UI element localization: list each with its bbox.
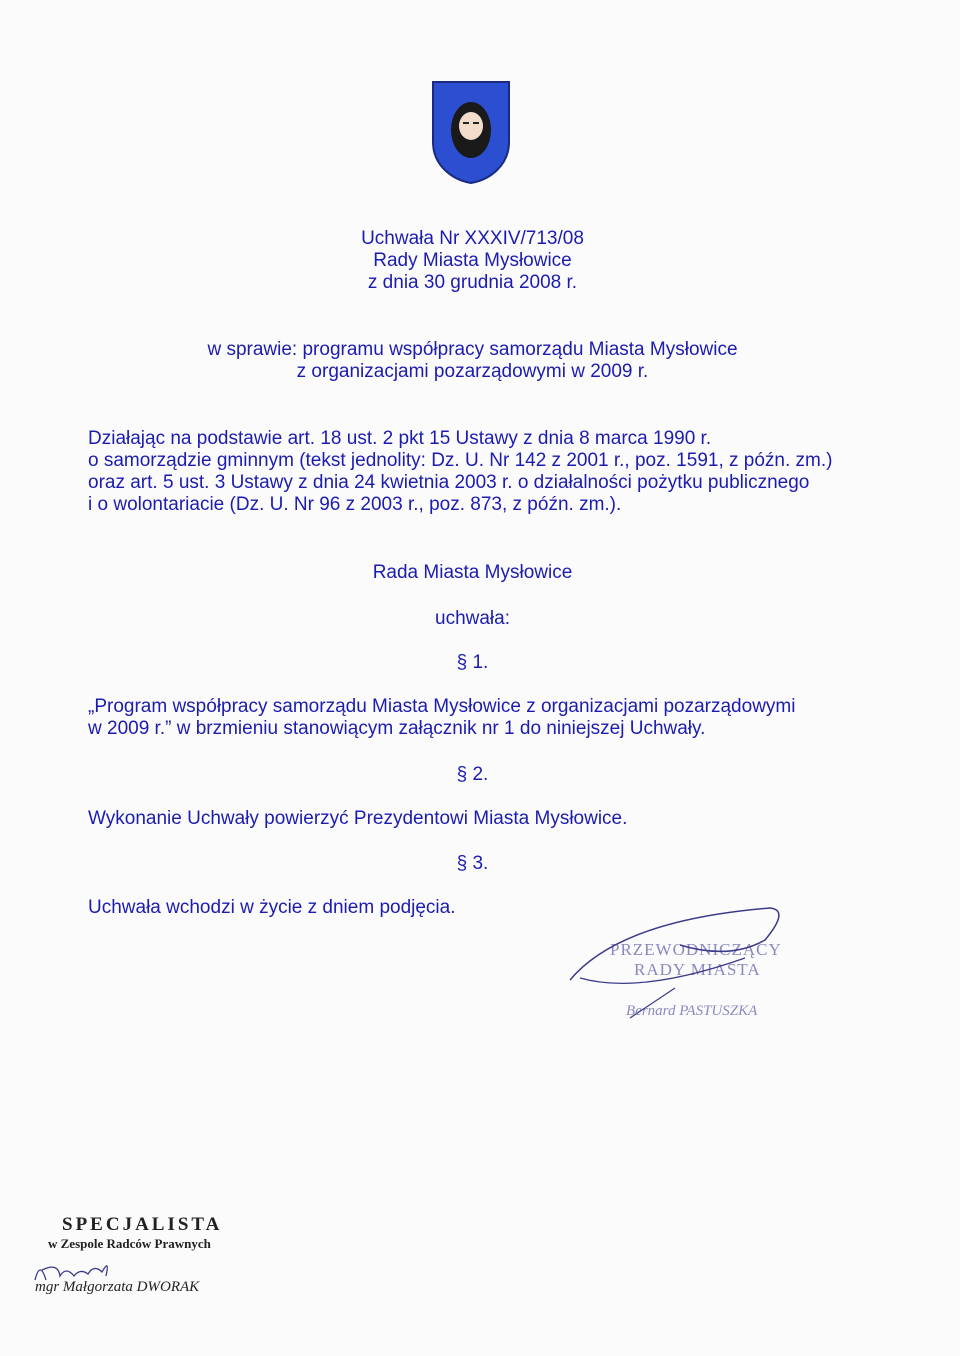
resolves-heading: uchwała: [435, 608, 510, 629]
council-heading: Rada Miasta Mysłowice [372, 562, 573, 583]
legal-basis-line-3: oraz art. 5 ust. 3 Ustawy z dnia 24 kwietnia 2003 r. o działalności pożytku publicznego [88, 472, 810, 493]
council-name: Rady Miasta Mysłowice [373, 250, 572, 271]
resolution-title [0, 228, 945, 294]
specialist-signature-icon [30, 1256, 140, 1286]
legal-basis-line-1: Działając na podstawie art. 18 ust. 2 pkt 15 Ustawy z dnia 8 marca 1990 r. [88, 428, 712, 449]
section-3-text: Uchwała wchodzi w życie z dniem podjęcia. [88, 897, 456, 918]
subject-line-1: w sprawie: programu współpracy samorządu Miasta Mysłowice [207, 339, 738, 360]
chairman-stamp-title-1: PRZEWODNICZĄCY [610, 940, 782, 959]
legal-basis-line-2: o samorządzie gminnym (tekst jednolity: Dz. U. Nr 142 z 2001 r., poz. 1591, z późn. zm.) [88, 450, 833, 471]
section-1-line-1: „Program współpracy samorządu Miasta Mysłowice z organizacjami pozarządowymi [88, 696, 796, 717]
chairman-stamp-title-2: RADY MIASTA [634, 960, 761, 979]
legal-basis-line-4: i o wolontariacie (Dz. U. Nr 96 z 2003 r., poz. 873, z późn. zm.). [88, 494, 622, 515]
resolution-number: Uchwała Nr XXXIV/713/08 [361, 228, 584, 249]
legal-basis [88, 428, 860, 516]
section-1-line-2: w 2009 r.” w brzmieniu stanowiącym załącznik nr 1 do niniejszej Uchwały. [88, 718, 706, 739]
section-1-mark: § 1. [456, 652, 489, 673]
section-2-text: Wykonanie Uchwały powierzyć Prezydentowi Miasta Mysłowice. [88, 808, 628, 829]
chairman-signature-icon [560, 900, 800, 1020]
specialist-stamp-unit: w Zespole Radców Prawnych [48, 1236, 211, 1251]
specialist-stamp-title: SPECJALISTA [62, 1214, 223, 1235]
subject-line-2: z organizacjami pozarządowymi w 2009 r. [296, 361, 649, 382]
specialist-stamp-name: mgr Małgorzata DWORAK [35, 1279, 200, 1295]
chairman-stamp-name: Bernard PASTUSZKA [626, 1003, 758, 1019]
resolution-date: z dnia 30 grudnia 2008 r. [367, 272, 578, 293]
section-3-mark: § 3. [456, 853, 489, 874]
section-1-text [88, 696, 860, 740]
resolution-subject [0, 339, 945, 383]
coat-of-arms-icon [431, 80, 511, 184]
section-2-mark: § 2. [456, 764, 489, 785]
